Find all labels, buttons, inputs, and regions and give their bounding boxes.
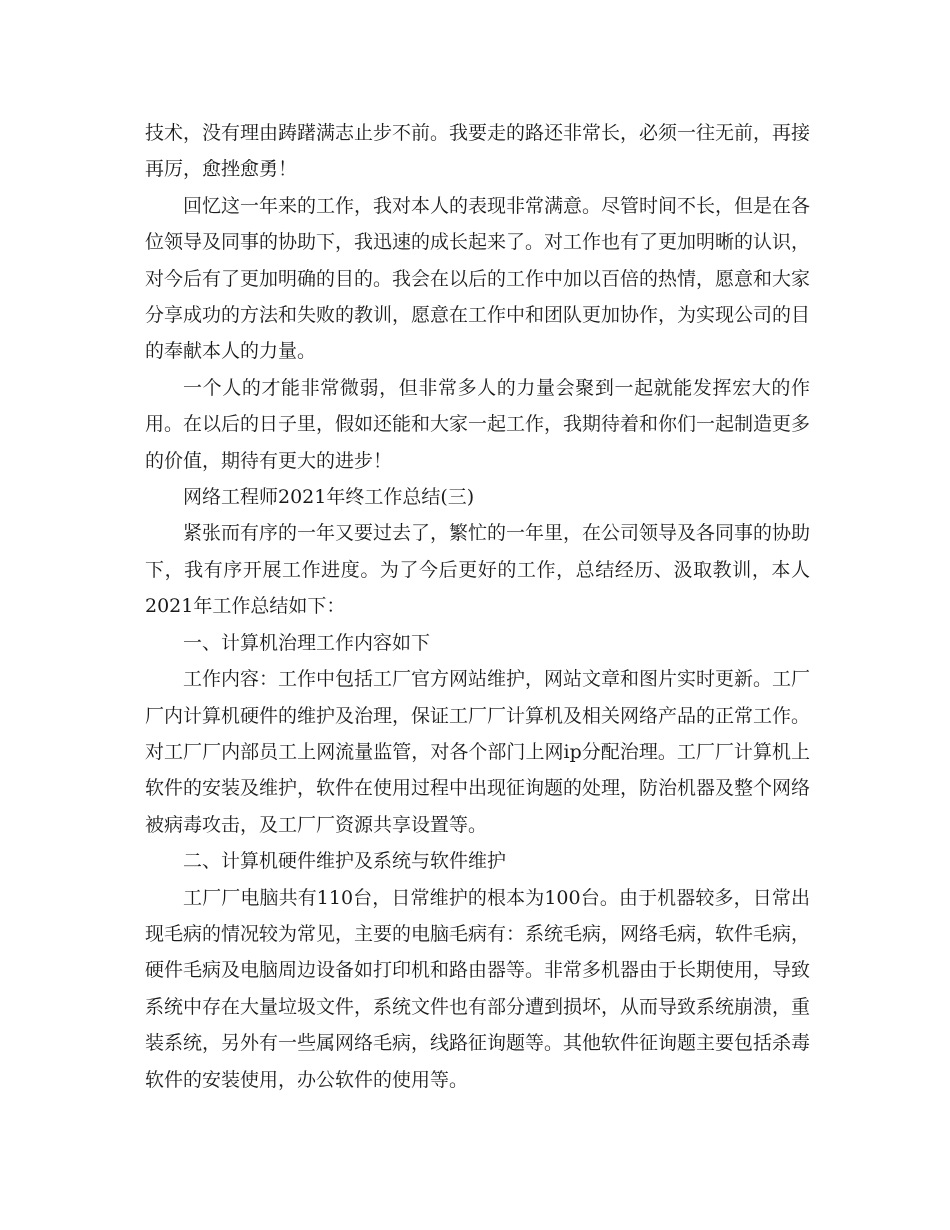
document-body xyxy=(145,115,810,1098)
section-heading: 二、计算机硬件维护及系统与软件维护 xyxy=(183,850,507,873)
paragraph: 紧张而有序的一年又要过去了，繁忙的一年里，在公司领导及各同事的协助下，我有序开展工作进度。为了今后更好的工作，总结经历、汲取教训，本人2021年工作总结如下： xyxy=(145,522,811,618)
paragraph: 一个人的才能非常微弱，但非常多人的力量会聚到一起就能发挥宏大的作用。在以后的日子里，假如还能和大家一起工作，我期待着和你们一起制造更多的价值，期待有更大的进步！ xyxy=(145,376,811,472)
paragraph: 技术，没有理由踌躇满志止步不前。我要走的路还非常长，必须一往无前，再接再厉，愈挫愈勇！ xyxy=(145,122,811,181)
paragraph: 回忆这一年来的工作，我对本人的表现非常满意。尽管时间不长，但是在各位领导及同事的协助下，我迅速的成长起来了。对工作也有了更加明晰的认识，对今后有了更加明确的目的。我会在以后的工作中加以百倍的热情，愿意和大家分享成功的方法和失败的教训，愿意在工作中和团队更加协作，为实现公司的目的奉献本人的力量。 xyxy=(145,194,811,363)
section-title: 网络工程师2021年终工作总结(三) xyxy=(183,486,475,509)
section-heading: 一、计算机治理工作内容如下 xyxy=(183,631,431,654)
paragraph: 工厂厂电脑共有110台，日常维护的根本为100台。由于机器较多，日常出现毛病的情况较为常见，主要的电脑毛病有：系统毛病，网络毛病，软件毛病，硬件毛病及电脑周边设备如打印机和路由器等。非常多机器由于长期使用，导致系统中存在大量垃圾文件，系统文件也有部分遭到损坏，从而导致系统崩溃，重装系统，另外有一些属网络毛病，线路征询题等。其他软件征询题主要包括杀毒软件的安装使用，办公软件的使用等。 xyxy=(145,886,811,1091)
paragraph: 工作内容：工作中包括工厂官方网站维护，网站文章和图片实时更新。工厂厂内计算机硬件的维护及治理，保证工厂厂计算机及相关网络产品的正常工作。对工厂厂内部员工上网流量监管，对各个部门上网ip分配治理。工厂厂计算机上软件的安装及维护，软件在使用过程中出现征询题的处理，防治机器及整个网络被病毒攻击，及工厂厂资源共享设置等。 xyxy=(145,668,811,836)
